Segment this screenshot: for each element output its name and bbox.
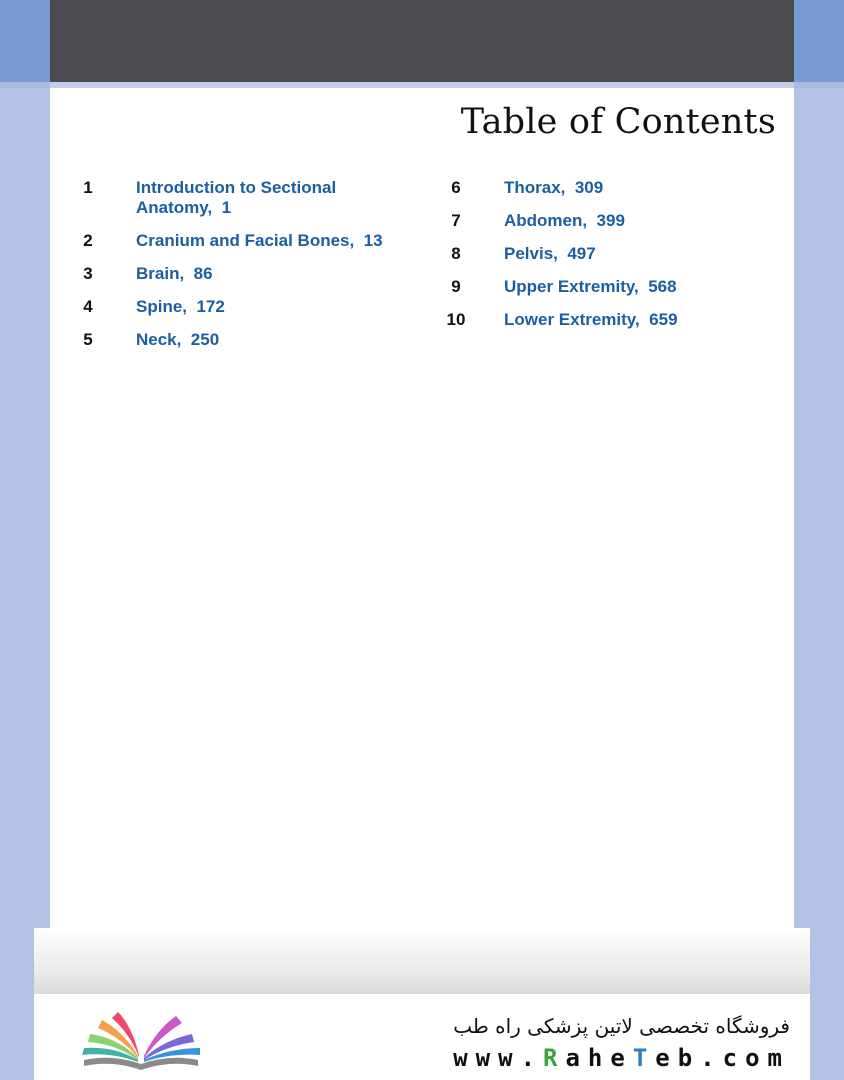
toc-entry [72,330,402,350]
chapter-link[interactable]: Lower Extremity, 659 [504,310,678,329]
toc-entry [440,244,770,264]
chapter-number: 10 [446,310,466,329]
page [50,88,794,928]
url-prefix: www. [453,1044,544,1072]
toc-entry [440,277,770,297]
toc-entry [72,231,402,251]
page-title: Table of Contents [460,102,776,142]
chapter-number: 9 [451,277,461,296]
url-letter-t: T [632,1044,656,1072]
chapter-link[interactable]: Brain, 86 [136,264,213,283]
chapter-number: 4 [83,297,93,316]
toc-entry [72,297,402,317]
page-bottom-fade [34,928,810,994]
toc-entry [72,264,402,284]
chapter-link[interactable]: Spine, 172 [136,297,225,316]
url-suffix: .com [700,1044,790,1072]
toc-entry [440,211,770,231]
chapter-link[interactable]: Cranium and Facial Bones, 13 [136,231,383,250]
side-band-right [794,82,844,88]
book-logo-icon [78,1008,204,1074]
chapter-link[interactable]: Upper Extremity, 568 [504,277,677,296]
chapter-number: 6 [451,178,461,197]
footer [34,994,810,1080]
toc-entry [440,310,770,330]
header-bar [50,0,794,82]
url-ahe: ahe [565,1044,633,1072]
toc-right-column [440,178,770,343]
chapter-number: 7 [451,211,461,230]
chapter-number: 1 [83,178,93,197]
chapter-link[interactable]: Introduction to Sectional Anatomy, 1 [136,178,337,217]
chapter-link[interactable]: Thorax, 309 [504,178,604,197]
chapter-number: 3 [83,264,93,283]
website-url[interactable] [453,1044,790,1072]
url-letter-r: R [543,1044,566,1072]
url-eb: eb [655,1044,701,1072]
chapter-link[interactable]: Abdomen, 399 [504,211,625,230]
toc-entry [440,178,770,198]
toc-left-column [72,178,402,363]
toc-entry [72,178,402,218]
chapter-number: 5 [83,330,93,349]
chapter-link[interactable]: Neck, 250 [136,330,220,349]
side-band-left [0,82,50,88]
store-name: فروشگاه تخصصی لاتین پزشکی راه طب [453,1014,790,1038]
side-accent-left [0,0,50,82]
chapter-number: 2 [83,231,93,250]
chapter-number: 8 [451,244,461,263]
chapter-link[interactable]: Pelvis, 497 [504,244,596,263]
side-accent-right [794,0,844,82]
